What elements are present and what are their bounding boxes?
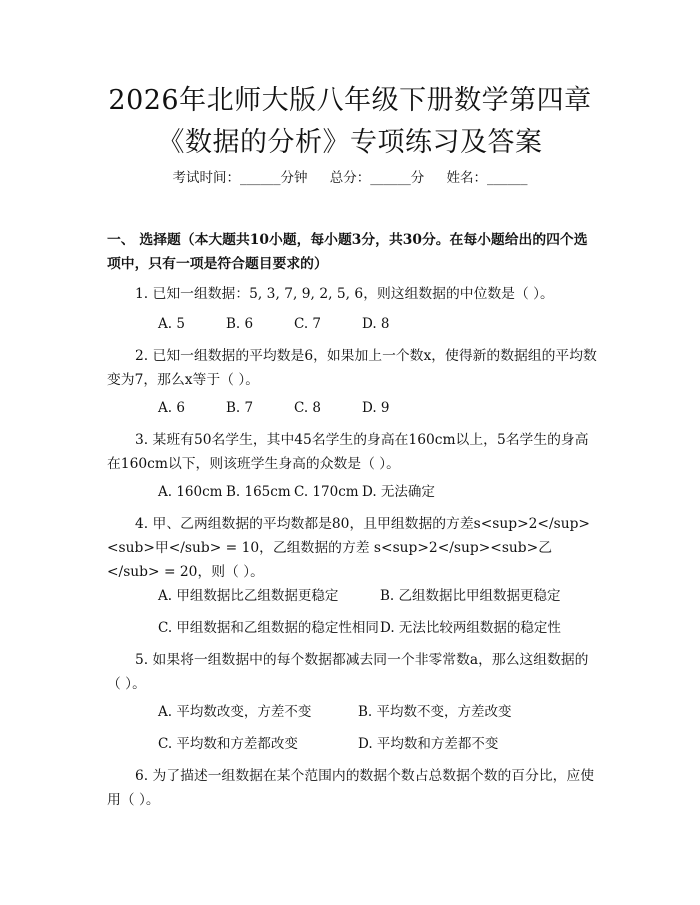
option-a: A. 5 [158, 316, 185, 332]
option-d: D. 平均数和方差都不变 [358, 736, 499, 752]
document-title: 2026年北师大版八年级下册数学第四章《数据的分析》专项练习及答案 [108, 85, 592, 158]
option-d: D. 8 [362, 316, 390, 332]
option-b: B. 165cm [226, 484, 291, 500]
option-c: C. 平均数和方差都改变 [158, 736, 298, 752]
question-4-options-row1 [158, 586, 598, 606]
question-1: 1. 已知一组数据：5, 3, 7, 9, 2, 5, 6，则这组数据的中位数是（ ）。 [135, 286, 554, 302]
question-3: 3. 某班有50名学生，其中45名学生的身高在160cm以上，5名学生的身高在160cm以下，则该班学生身高的众数是（ ）。 [107, 432, 589, 472]
option-a: A. 甲组数据比乙组数据更稳定 [158, 588, 339, 604]
exam-name: 姓名：______ [446, 170, 528, 186]
option-b: B. 平均数不变，方差改变 [358, 704, 512, 720]
option-d: D. 无法确定 [362, 484, 435, 500]
question-1-options [158, 314, 598, 334]
question-2-options [158, 398, 598, 418]
option-a: A. 平均数改变，方差不变 [158, 704, 312, 720]
question-5: 5. 如果将一组数据中的每个数据都减去同一个非零常数a，那么这组数据的（ ）。 [107, 652, 589, 692]
question-5-options-row2 [158, 734, 598, 754]
exam-time: 考试时间：______分钟 [172, 170, 308, 186]
option-b: B. 6 [226, 316, 254, 332]
question-3-options [158, 482, 598, 502]
option-c: C. 甲组数据和乙组数据的稳定性相同 [158, 620, 379, 636]
exam-score: 总分：______分 [329, 170, 425, 186]
exam-info [0, 168, 700, 188]
option-b: B. 7 [226, 400, 254, 416]
question-4-options-row2 [158, 618, 598, 638]
question-5-options-row1 [158, 702, 598, 722]
option-d: D. 无法比较两组数据的稳定性 [380, 620, 561, 636]
question-2: 2. 已知一组数据的平均数是6，如果加上一个数x，使得新的数据组的平均数变为7，那么x等于（ ）。 [107, 348, 597, 388]
option-c: C. 170cm [294, 484, 359, 500]
option-a: A. 6 [158, 400, 185, 416]
section-heading: 一、 选择题（本大题共10小题，每小题3分，共30分。在每小题给出的四个选项中，只有一项是符合题目要求的） [107, 232, 588, 272]
option-b: B. 乙组数据比甲组数据更稳定 [380, 588, 561, 604]
option-c: C. 8 [294, 400, 322, 416]
option-c: C. 7 [294, 316, 322, 332]
option-d: D. 9 [362, 400, 390, 416]
option-a: A. 160cm [158, 484, 223, 500]
question-6: 6. 为了描述一组数据在某个范围内的数据个数占总数据个数的百分比，应使用（ ）。 [107, 768, 595, 808]
question-4: 4. 甲、乙两组数据的平均数都是80，且甲组数据的方差s<sup>2</sup><sub>甲</sub> = 10，乙组数据的方差 s<sup>2</sup><sub>乙</sub> = 20，则（ ）。 [107, 516, 590, 580]
